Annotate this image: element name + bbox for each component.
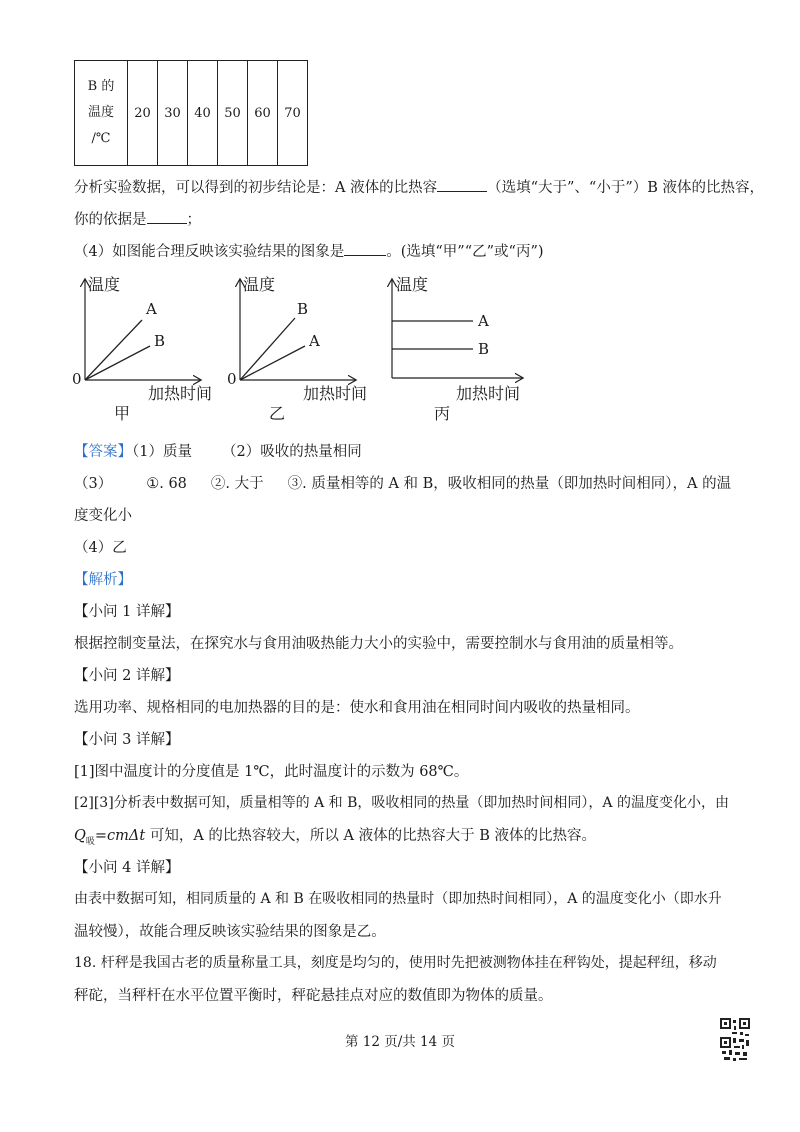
question-4-line: （4）如图能合理反映该实验结果的图象是 。(选填“甲”“乙”或“丙”): [74, 240, 544, 261]
answer-blank[interactable]: [344, 241, 386, 256]
question-18-line-2: 秤砣，当秤杆在水平位置平衡时，秤砣悬挂点对应的数值即为物体的质量。: [74, 988, 553, 1004]
paragraph-3c: $Q_吸=cm\Delta t$ 可知，A 的比热容较大，所以 A 液体的比热容大于 B 液体的比热容。: [74, 828, 596, 847]
table-cell: 60: [248, 61, 278, 166]
question-18-line-1: 18. 杆秤是我国古老的质量称量工具，刻度是均匀的，使用时先把被测物体挂在秤钩处，提起秤纽，移动: [74, 955, 717, 971]
header-line: /℃: [91, 131, 111, 146]
x-axis-label: 加热时间: [148, 384, 213, 403]
graph-jia: [60, 268, 220, 424]
graph-bing: [370, 268, 540, 424]
section-heading-3: 【小问 3 详解】: [74, 732, 180, 748]
origin-label: 0: [72, 370, 82, 388]
line-label: B: [154, 332, 166, 350]
line-label: A: [146, 300, 157, 318]
paragraph-4a: 由表中数据可知，相同质量的 A 和 B 在吸收相同的热量时（即加热时间相同），A 的温度变化小（即水升: [74, 891, 722, 907]
question-3-line-2: 你的依据是 ；: [74, 208, 201, 229]
paragraph-2: 选用功率、规格相同的电加热器的目的是：使水和食用油在相同时间内吸收的热量相同。: [74, 700, 640, 716]
answer-line-3: 度变化小: [74, 508, 132, 524]
line-label: B: [478, 340, 490, 358]
table-cell: 70: [278, 61, 308, 166]
y-axis-label: 温度: [88, 275, 121, 294]
line-label: A: [309, 332, 320, 350]
analysis-tag: 【解析】: [74, 572, 132, 588]
line-a: [85, 320, 142, 380]
y-axis-label: 温度: [243, 275, 276, 294]
table-header-cell: [75, 61, 128, 166]
answer-blank[interactable]: [147, 209, 187, 224]
answer-line-2: （3） ①. 68 ②. 大于 ③. 质量相等的 A 和 B，吸收相同的热量（即加热时间相同），A 的温: [74, 476, 732, 492]
graph-yi: [215, 268, 375, 424]
answer-blank[interactable]: [437, 177, 487, 192]
answer-line-4: （4）乙: [74, 540, 127, 556]
table-cell: 20: [128, 61, 158, 166]
line-a: [240, 346, 305, 380]
question-3-line-1: 分析实验数据，可以得到的初步结论是：A 液体的比热容 （选填“大于”、“小于”）B 液体的比热容，: [74, 176, 764, 197]
line-label: A: [478, 312, 489, 330]
page-number: 第 12 页/共 14 页: [344, 1034, 456, 1050]
paragraph-3a: [1]图中温度计的分度值是 1℃，此时温度计的示数为 68℃。: [74, 764, 469, 780]
header-line: 温度: [87, 105, 114, 120]
section-heading-4: 【小问 4 详解】: [74, 860, 180, 876]
line-b: [240, 318, 295, 380]
paragraph-4b: 温较慢），故能合理反映该实验结果的图象是乙。: [74, 924, 386, 940]
table-cell: 30: [158, 61, 188, 166]
header-line: B 的: [87, 79, 115, 94]
line-label: B: [297, 300, 309, 318]
origin-label: 0: [227, 370, 237, 388]
temperature-table: [74, 60, 308, 166]
qr-code-icon: [720, 1018, 750, 1062]
graph-caption: 丙: [434, 404, 451, 423]
section-heading-2: 【小问 2 详解】: [74, 668, 180, 684]
section-heading-1: 【小问 1 详解】: [74, 604, 180, 620]
table-cell: 40: [188, 61, 218, 166]
line-b: [85, 346, 150, 380]
paragraph-3b: [2][3]分析表中数据可知，质量相等的 A 和 B，吸收相同的热量（即加热时间相同），A 的温度变化小，由: [74, 795, 729, 811]
graph-caption: 甲: [114, 404, 131, 423]
answer-line-1: 【答案】（1）质量 （2）吸收的热量相同: [74, 444, 362, 460]
graph-caption: 乙: [269, 404, 286, 423]
x-axis-label: 加热时间: [456, 384, 521, 403]
x-axis-label: 加热时间: [303, 384, 368, 403]
paragraph-1: 根据控制变量法，在探究水与食用油吸热能力大小的实验中，需要控制水与食用油的质量相等。: [74, 636, 683, 652]
y-axis-label: 温度: [396, 275, 429, 294]
answer-tag: 【答案】: [74, 444, 132, 460]
table-cell: 50: [218, 61, 248, 166]
